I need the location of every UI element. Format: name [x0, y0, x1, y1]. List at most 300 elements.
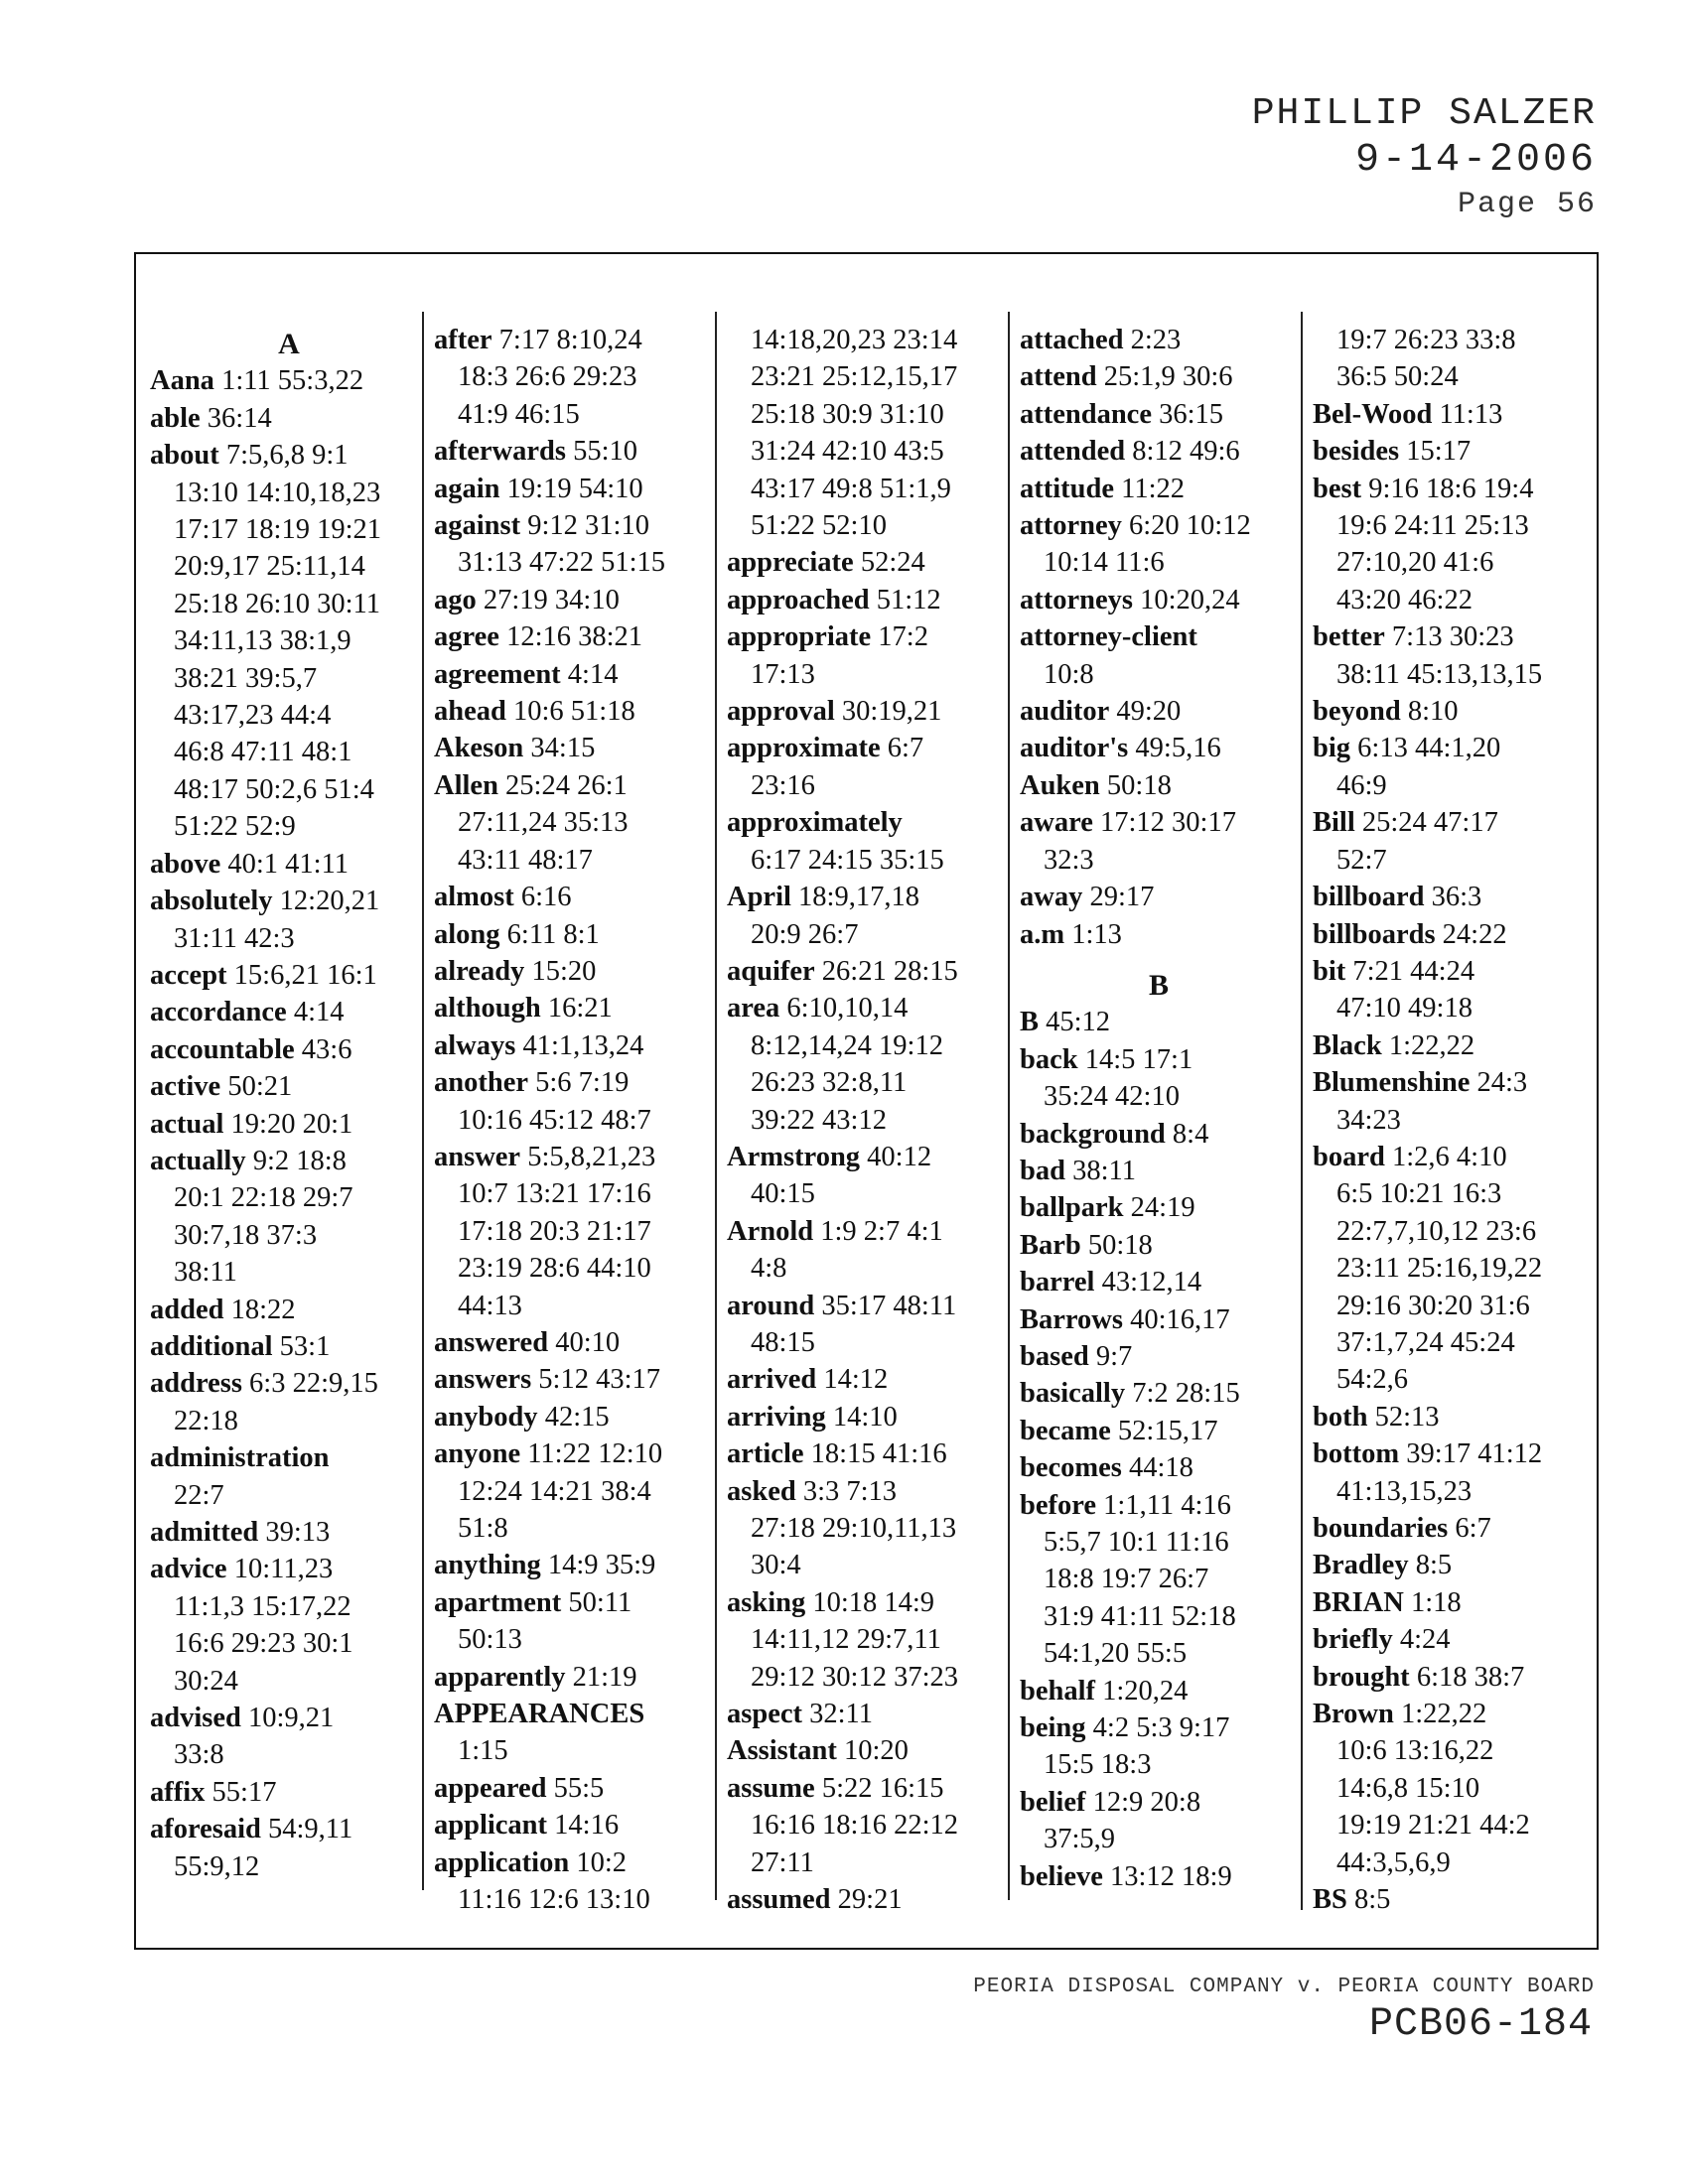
index-entry — [150, 846, 428, 883]
index-entry — [434, 322, 712, 358]
index-references: 7:21 44:24 — [1352, 955, 1475, 987]
index-entry — [434, 582, 712, 618]
index-word: around — [727, 1290, 815, 1321]
index-word: attended — [1020, 436, 1126, 468]
index-entry — [727, 804, 1005, 841]
index-word: attend — [1020, 361, 1097, 393]
index-word: appeared — [434, 1772, 547, 1804]
index-entry — [727, 1770, 1005, 1807]
index-entry — [1020, 879, 1298, 915]
index-references: 11:22 — [1121, 473, 1185, 504]
index-entry-continuation: 6:5 10:21 16:3 — [1336, 1178, 1502, 1210]
index-entry-continuation: 16:16 18:16 22:12 — [751, 1810, 959, 1842]
index-entry — [1313, 433, 1591, 470]
index-entry — [1313, 804, 1591, 841]
index-word: basically — [1020, 1378, 1126, 1410]
index-word: beyond — [1313, 696, 1401, 728]
index-word: belief — [1020, 1786, 1086, 1818]
index-word: Blumenshine — [1313, 1067, 1471, 1099]
index-entry — [1313, 1027, 1591, 1064]
index-entry — [150, 1143, 428, 1179]
section-letter: A — [278, 328, 300, 360]
index-entry — [727, 618, 1005, 655]
index-entry-continuation: 43:20 46:22 — [1336, 584, 1473, 615]
index-word: ago — [434, 584, 477, 615]
index-entry — [1020, 582, 1298, 618]
index-word: approval — [727, 696, 835, 728]
index-references: 15:20 — [531, 955, 597, 987]
index-references: 9:7 — [1095, 1340, 1133, 1372]
index-entry — [434, 1361, 712, 1398]
index-entry-continuation: 23:11 25:16,19,22 — [1336, 1253, 1543, 1285]
index-entry — [1020, 916, 1298, 953]
index-entry — [434, 1770, 712, 1807]
index-entry-continuation: 48:15 — [751, 1326, 815, 1358]
index-word: article — [727, 1438, 804, 1470]
index-references: 27:19 34:10 — [483, 584, 620, 615]
witness-name: PHILLIP SALZER — [1251, 92, 1597, 135]
index-entry — [434, 1547, 712, 1583]
index-references: 50:18 — [1106, 769, 1172, 801]
index-word: Assistant — [727, 1735, 837, 1767]
index-references: 8:10 — [1407, 696, 1459, 728]
index-entry-continuation: 10:7 13:21 17:16 — [458, 1178, 651, 1210]
index-word: assume — [727, 1772, 815, 1804]
index-column — [727, 322, 1005, 1918]
index-entry — [1020, 1784, 1298, 1821]
index-references: 40:1 41:11 — [227, 848, 350, 880]
index-references: 50:11 — [568, 1586, 632, 1618]
index-entry-continuation: 11:16 12:6 13:10 — [458, 1884, 650, 1916]
index-entry — [434, 1324, 712, 1361]
index-entry — [434, 767, 712, 804]
index-word: application — [434, 1846, 570, 1878]
index-entry — [1313, 693, 1591, 730]
index-entry — [1020, 433, 1298, 470]
index-entry — [434, 1399, 712, 1435]
index-references: 50:21 — [227, 1071, 293, 1103]
index-references: 25:24 26:1 — [505, 769, 628, 801]
index-word: Aana — [150, 365, 214, 397]
index-references: 1:9 2:7 4:1 — [820, 1215, 943, 1247]
index-entry — [1313, 1881, 1591, 1918]
index-entry — [1020, 1858, 1298, 1895]
index-word: afterwards — [434, 436, 566, 468]
index-entry-continuation: 51:22 52:9 — [174, 811, 296, 843]
index-entry-continuation: 37:5,9 — [1044, 1824, 1116, 1855]
index-entry-continuation: 44:3,5,6,9 — [1336, 1846, 1451, 1878]
index-references: 29:17 — [1089, 882, 1155, 913]
index-word: becomes — [1020, 1452, 1122, 1484]
index-references: 24:19 — [1130, 1192, 1195, 1224]
index-word: bit — [1313, 955, 1346, 987]
index-references: 25:24 47:17 — [1361, 807, 1498, 839]
index-word: above — [150, 848, 221, 880]
index-references: 1:22,22 — [1388, 1029, 1475, 1061]
index-entry — [1020, 322, 1298, 358]
index-references: 36:3 — [1431, 882, 1482, 913]
word-index-frame — [134, 252, 1599, 1950]
index-entry — [150, 1068, 428, 1105]
index-entry-continuation: 34:23 — [1336, 1104, 1401, 1136]
index-references: 18:22 — [230, 1294, 296, 1325]
index-entry — [1313, 1659, 1591, 1696]
index-word: approximate — [727, 733, 881, 764]
index-entry — [1020, 1413, 1298, 1449]
index-word: able — [150, 402, 201, 434]
index-entry — [434, 1659, 712, 1696]
column-divider — [1301, 312, 1303, 1910]
index-entry — [1020, 1116, 1298, 1153]
index-entry-continuation: 20:9,17 25:11,14 — [174, 551, 365, 583]
index-entry-continuation: 22:7,7,10,12 23:6 — [1336, 1215, 1537, 1247]
index-word: actual — [150, 1108, 224, 1140]
index-references: 21:19 — [572, 1661, 637, 1693]
index-entry — [1313, 618, 1591, 655]
index-word: appropriate — [727, 621, 872, 653]
index-references: 45:12 — [1046, 1007, 1111, 1038]
index-entry — [434, 693, 712, 730]
index-column — [150, 322, 428, 1885]
index-word: accountable — [150, 1033, 295, 1065]
index-word: accordance — [150, 997, 287, 1028]
index-entry — [150, 1551, 428, 1587]
index-entry-continuation: 20:1 22:18 29:7 — [174, 1182, 353, 1214]
index-word: after — [434, 325, 492, 355]
index-word: attitude — [1020, 473, 1114, 504]
index-references: 24:3 — [1476, 1067, 1528, 1099]
index-entry-continuation: 17:17 18:19 19:21 — [174, 514, 382, 546]
index-entry-continuation: 29:12 30:12 37:23 — [751, 1661, 959, 1693]
index-entry-continuation: 12:24 14:21 38:4 — [458, 1475, 651, 1507]
index-entry-continuation: 14:6,8 15:10 — [1336, 1772, 1480, 1804]
index-references: 55:17 — [211, 1776, 277, 1808]
index-entry — [1020, 1487, 1298, 1524]
index-entry-continuation: 13:10 14:10,18,23 — [174, 477, 381, 508]
deposition-date: 9-14-2006 — [1354, 138, 1597, 183]
index-references: 36:14 — [207, 402, 272, 434]
index-word: active — [150, 1071, 221, 1103]
index-entry-continuation: 32:3 — [1044, 844, 1094, 876]
index-word: bad — [1020, 1155, 1065, 1186]
index-references: 2:23 — [1130, 325, 1182, 355]
index-word: additional — [150, 1330, 273, 1362]
index-references: 52:15,17 — [1117, 1415, 1218, 1446]
index-references: 43:6 — [301, 1033, 352, 1065]
index-references: 7:2 28:15 — [1132, 1378, 1240, 1410]
index-entry — [1020, 1709, 1298, 1746]
index-entry — [1313, 1621, 1591, 1658]
index-entry-continuation: 17:13 — [751, 658, 815, 690]
index-word: Black — [1313, 1029, 1382, 1061]
index-references: 40:16,17 — [1130, 1303, 1230, 1335]
index-word: BRIAN — [1313, 1586, 1404, 1618]
index-references: 1:18 — [1410, 1586, 1462, 1618]
index-word: behalf — [1020, 1675, 1096, 1706]
index-entry — [434, 879, 712, 915]
index-entry-continuation: 27:11 — [751, 1846, 814, 1878]
index-word: Bel-Wood — [1313, 398, 1433, 430]
index-references: 30:19,21 — [841, 696, 942, 728]
index-entry-continuation: 51:8 — [458, 1513, 508, 1544]
index-entry — [150, 362, 428, 399]
index-entry — [434, 1696, 712, 1732]
index-entry-continuation: 52:7 — [1336, 844, 1387, 876]
index-entry-continuation: 41:13,15,23 — [1336, 1475, 1473, 1507]
index-word: answers — [434, 1364, 532, 1396]
index-entry — [727, 1288, 1005, 1324]
index-entry — [727, 990, 1005, 1026]
index-word: auditor's — [1020, 733, 1129, 764]
column-divider — [1008, 312, 1010, 1900]
index-word: Bill — [1313, 807, 1355, 839]
index-entry-continuation: 23:16 — [751, 769, 815, 801]
section-letter: B — [1148, 968, 1169, 1002]
index-entry-continuation: 27:10,20 41:6 — [1336, 547, 1494, 579]
index-entry — [1313, 730, 1591, 766]
index-word: address — [150, 1368, 242, 1400]
index-references: 1:1,11 4:16 — [1103, 1489, 1231, 1521]
index-entry-continuation: 44:13 — [458, 1290, 522, 1321]
index-entry-continuation: 31:13 47:22 51:15 — [458, 547, 666, 579]
index-word: anybody — [434, 1401, 538, 1433]
index-word: aforesaid — [150, 1814, 261, 1845]
index-word: admitted — [150, 1517, 259, 1548]
index-entry-continuation: 23:19 28:6 44:10 — [458, 1253, 651, 1285]
index-entry-continuation: 16:6 29:23 30:1 — [174, 1628, 353, 1660]
index-word: arriving — [727, 1401, 826, 1433]
index-references: 10:9,21 — [248, 1703, 335, 1734]
index-word: applicant — [434, 1810, 548, 1842]
index-word: big — [1313, 733, 1351, 764]
index-references: 29:21 — [837, 1884, 903, 1916]
index-word: both — [1313, 1401, 1368, 1433]
index-entry-continuation: 20:9 26:7 — [751, 918, 859, 950]
section-gap — [1020, 953, 1298, 963]
index-entry-continuation: 4:8 — [751, 1253, 787, 1285]
column-divider — [715, 312, 717, 1900]
index-references: 24:22 — [1442, 918, 1507, 950]
index-references: 11:22 12:10 — [527, 1438, 663, 1470]
index-word: based — [1020, 1340, 1089, 1372]
index-entry-continuation: 40:15 — [751, 1178, 815, 1210]
index-word: best — [1313, 473, 1362, 504]
index-references: 12:16 38:21 — [506, 621, 643, 653]
index-entry — [727, 1696, 1005, 1732]
index-entry — [1020, 693, 1298, 730]
index-references: 14:16 — [554, 1810, 620, 1842]
index-references: 40:12 — [867, 1141, 932, 1172]
index-entry — [1020, 804, 1298, 841]
index-entry — [1313, 471, 1591, 507]
index-references: 36:15 — [1159, 398, 1224, 430]
index-references: 39:13 — [265, 1517, 331, 1548]
index-entry — [1313, 1399, 1591, 1435]
index-references: 5:22 16:15 — [821, 1772, 944, 1804]
page-number: Page 56 — [1457, 188, 1597, 221]
index-entry-continuation: 25:18 30:9 31:10 — [751, 398, 944, 430]
index-entry-continuation: 23:21 25:12,15,17 — [751, 361, 958, 393]
index-references: 35:17 48:11 — [821, 1290, 957, 1321]
index-entry-continuation: 35:24 42:10 — [1044, 1081, 1180, 1113]
index-entry — [150, 1514, 428, 1551]
index-entry-continuation: 43:17 49:8 51:1,9 — [751, 473, 951, 504]
index-word: Armstrong — [727, 1141, 861, 1172]
index-word: April — [727, 882, 791, 913]
index-word: brought — [1313, 1661, 1410, 1693]
index-entry — [434, 433, 712, 470]
index-references: 9:2 18:8 — [252, 1145, 347, 1176]
index-entry — [727, 1584, 1005, 1621]
index-word: believe — [1020, 1860, 1103, 1892]
index-entry — [150, 1031, 428, 1068]
index-word: already — [434, 955, 525, 987]
index-references: 6:18 38:7 — [1416, 1661, 1525, 1693]
index-entry — [434, 507, 712, 544]
index-column — [1020, 322, 1298, 1895]
index-entry — [1020, 396, 1298, 433]
index-word: background — [1020, 1118, 1166, 1150]
index-entry-continuation: 30:7,18 37:3 — [174, 1219, 318, 1251]
index-word: against — [434, 510, 521, 542]
index-entry — [434, 953, 712, 990]
index-entry-continuation: 30:24 — [174, 1665, 238, 1697]
index-entry — [727, 730, 1005, 766]
index-column — [434, 322, 712, 1918]
index-entry-continuation: 10:6 13:16,22 — [1336, 1735, 1494, 1767]
index-entry-continuation: 8:12,14,24 19:12 — [751, 1029, 943, 1061]
index-word: better — [1313, 621, 1385, 653]
index-references: 15:6,21 16:1 — [233, 959, 377, 991]
index-entry-continuation: 22:7 — [174, 1479, 224, 1511]
index-entry — [727, 1399, 1005, 1435]
index-references: 50:18 — [1087, 1229, 1153, 1261]
index-references: 8:5 — [1354, 1884, 1391, 1916]
index-entry — [150, 1774, 428, 1811]
index-word: bottom — [1313, 1438, 1400, 1470]
index-references: 9:12 31:10 — [527, 510, 649, 542]
index-word: attorney — [1020, 510, 1122, 542]
index-word: aspect — [727, 1699, 802, 1730]
case-title: PEORIA DISPOSAL COMPANY v. PEORIA COUNTY BOARD — [973, 1976, 1595, 1998]
index-entry-continuation: 18:8 19:7 26:7 — [1044, 1564, 1209, 1595]
index-references: 43:12,14 — [1101, 1267, 1202, 1298]
index-entry — [1020, 1153, 1298, 1189]
index-references: 14:10 — [832, 1401, 898, 1433]
index-entry — [434, 730, 712, 766]
index-entry-continuation: 10:8 — [1044, 658, 1094, 690]
index-word: billboard — [1313, 882, 1425, 913]
index-references: 49:20 — [1116, 696, 1182, 728]
index-word: asked — [727, 1475, 796, 1507]
index-entry — [434, 990, 712, 1026]
index-references: 12:20,21 — [279, 886, 380, 917]
index-entry — [1020, 1041, 1298, 1078]
index-references: 10:20,24 — [1140, 584, 1240, 615]
index-word: assumed — [727, 1884, 831, 1916]
index-word: about — [150, 440, 219, 472]
index-word: briefly — [1313, 1624, 1393, 1656]
index-entry — [434, 1064, 712, 1101]
index-word: ahead — [434, 696, 506, 728]
index-entry-continuation: 36:5 50:24 — [1336, 361, 1459, 393]
index-entry — [434, 618, 712, 655]
index-entry — [1313, 1696, 1591, 1732]
index-entry — [1020, 471, 1298, 507]
index-references: 25:1,9 30:6 — [1103, 361, 1233, 393]
index-entry — [1313, 1547, 1591, 1583]
index-references: 16:21 — [547, 993, 613, 1024]
index-references: 42:15 — [544, 1401, 610, 1433]
index-entry-continuation: 33:8 — [174, 1739, 224, 1771]
index-references: 18:9,17,18 — [798, 882, 919, 913]
index-entry-continuation: 1:15 — [458, 1735, 508, 1767]
index-references: 1:11 55:3,22 — [221, 365, 364, 397]
index-references: 10:11,23 — [233, 1554, 334, 1585]
index-entry — [727, 693, 1005, 730]
index-entry — [1313, 916, 1591, 953]
index-word: anything — [434, 1550, 541, 1581]
index-references: 5:6 7:19 — [535, 1067, 630, 1099]
index-entry-continuation: 19:7 26:23 33:8 — [1336, 325, 1516, 355]
index-references: 10:18 14:9 — [812, 1586, 935, 1618]
index-entry — [1020, 1227, 1298, 1264]
index-references: 34:15 — [530, 733, 596, 764]
index-word: anyone — [434, 1438, 521, 1470]
index-entry — [434, 471, 712, 507]
index-references: 4:14 — [567, 658, 619, 690]
index-entry-continuation: 37:1,7,24 45:24 — [1336, 1326, 1515, 1358]
index-entry — [1020, 1189, 1298, 1226]
index-word: area — [727, 993, 780, 1024]
index-entry — [1020, 1375, 1298, 1412]
index-entry — [150, 437, 428, 474]
index-word: absolutely — [150, 886, 273, 917]
index-references: 11:13 — [1439, 398, 1503, 430]
index-references: 19:20 20:1 — [230, 1108, 353, 1140]
index-entry — [150, 1365, 428, 1402]
index-entry-continuation: 48:17 50:2,6 51:4 — [174, 773, 374, 805]
index-entry — [727, 1435, 1005, 1472]
index-word: a.m — [1020, 918, 1065, 950]
index-word: Arnold — [727, 1215, 814, 1247]
index-word: apparently — [434, 1661, 566, 1693]
index-word: before — [1020, 1489, 1097, 1521]
index-entry-continuation: 27:11,24 35:13 — [458, 807, 629, 839]
index-references: 17:12 30:17 — [1100, 807, 1236, 839]
index-entry-continuation: 10:14 11:6 — [1044, 547, 1165, 579]
index-entry — [1020, 358, 1298, 395]
index-references: 17:2 — [878, 621, 928, 653]
index-word: answered — [434, 1326, 549, 1358]
index-word: being — [1020, 1712, 1086, 1744]
index-entry — [1313, 1139, 1591, 1175]
index-entry-continuation: 50:13 — [458, 1624, 522, 1656]
index-references: 1:20,24 — [1102, 1675, 1189, 1706]
index-references: 8:12 49:6 — [1132, 436, 1240, 468]
index-entry — [1313, 953, 1591, 990]
index-entry-continuation: 17:18 20:3 21:17 — [458, 1215, 651, 1247]
index-entry-continuation: 54:1,20 55:5 — [1044, 1638, 1188, 1670]
index-references: 14:5 17:1 — [1084, 1043, 1193, 1075]
index-entry — [727, 1361, 1005, 1398]
index-entry — [727, 544, 1005, 581]
index-references: 14:12 — [823, 1364, 889, 1396]
index-references: 38:11 — [1072, 1155, 1136, 1186]
index-entry — [434, 1435, 712, 1472]
index-entry — [1020, 1673, 1298, 1709]
index-references: 6:20 10:12 — [1129, 510, 1251, 542]
